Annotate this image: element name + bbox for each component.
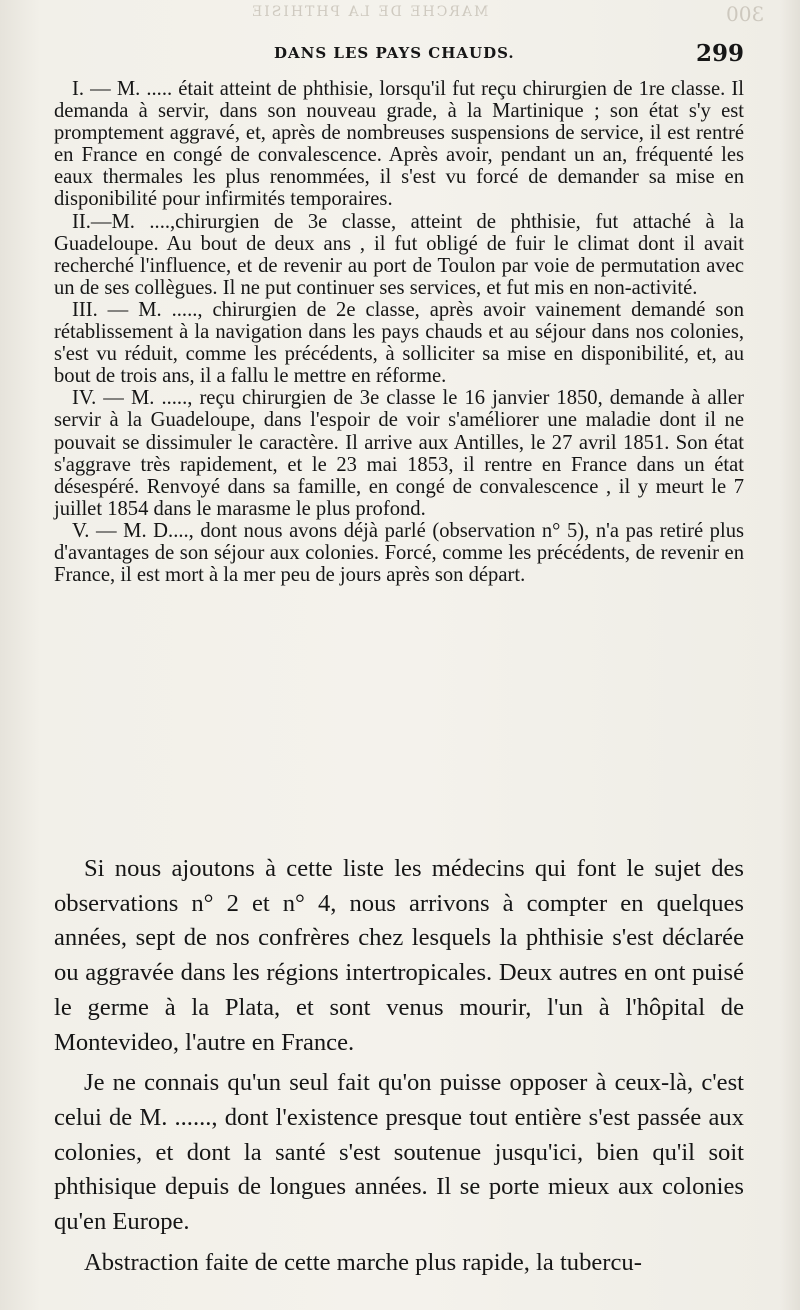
body-text [54,852,744,1280]
observation-paragraph: V. — M. D...., dont nous avons déjà parlé (observation n° 5), n'a pas retiré plus d'avantages de son séjour aux colonies. Forcé, comme les précédents, de revenir en France, il est mort à la mer peu de jours après son départ. [54,519,744,587]
body-paragraph: Si nous ajoutons à cette liste les médecins qui font le sujet des observations n° 2 et n° 4, nous arrivons à compter en quelques années, sept de nos confrères chez lesquels la phthisie s'est déclarée ou aggravée dans les régions intertropicales. Deux autres en ont puisé le germe à la Plata, et sont venus mourir, l'un à l'hôpital de Montevideo, l'autre en France. [54,855,744,1056]
body-paragraph: Je ne connais qu'un seul fait qu'on puisse opposer à ceux-là, c'est celui de M. ......, dont l'existence presque tout entière s'est passée aux colonies, et dont la santé s'est soutenue jusqu'ici, bien qu'il soit phthisique depuis de longues années. Il se porte mieux aux colonies qu'en Europe. [54,1069,744,1236]
body-paragraph: Abstraction faite de cette marche plus rapide, la tubercu- [84,1248,642,1276]
observation-paragraph: III. — M. ....., chirurgien de 2e classe, après avoir vainement demandé son rétablissement à la navigation dans les pays chauds et au séjour dans nos colonies, s'est vu réduit, comme les précédents, à solliciter sa mise en disponibilité, et, au bout de trois ans, il a fallu le mettre en réforme. [54,298,744,388]
observation-paragraph: I. — M. ..... était atteint de phthisie, lorsqu'il fut reçu chirurgien de 1re classe. Il demanda à servir, dans son nouveau grade, à la Martinique ; son état s'y est promptement aggravé, et, après de nombreuses suspensions de service, il est rentré en France en congé de convalescence. Après avoir, pendant un an, fréquenté les eaux thermales les plus renommées, il s'est vu forcé de demander sa mise en disponibilité pour infirmités temporaires. [54,78,744,211]
bleed-through-page-number: 300 [725,2,764,26]
observations-block [54,78,744,586]
observation-paragraph: II.—M. ....,chirurgien de 3e classe, atteint de phthisie, fut attaché à la Guadeloupe. Au bout de deux ans , il fut obligé de fuir le climat dont il avait recherché l'influence, et de revenir au port de Toulon par voie de permutation avec un de ses collègues. Il ne put continuer ses services, et fut mis en non-activité. [54,210,744,299]
bleed-through-title: MARCHE DE LA PHTHISIE [250,4,489,20]
page-number: 299 [695,40,744,67]
running-title: DANS LES PAYS CHAUDS. [274,44,515,62]
observation-paragraph: IV. — M. ....., reçu chirurgien de 3e classe le 16 janvier 1850, demande à aller servir à la Guadeloupe, dans l'espoir de voir s'améliorer une maladie dont il ne pouvait se dissimuler le caractère. Il arrive aux Antilles, le 27 avril 1851. Son état s'aggrave très rapidement, et le 23 mai 1853, il rentre en France dans un état désespéré. Renvoyé dans sa famille, en congé de convalescence , il y meurt le 7 juillet 1854 dans le marasme le plus profond. [54,387,744,520]
page-header [58,40,746,70]
